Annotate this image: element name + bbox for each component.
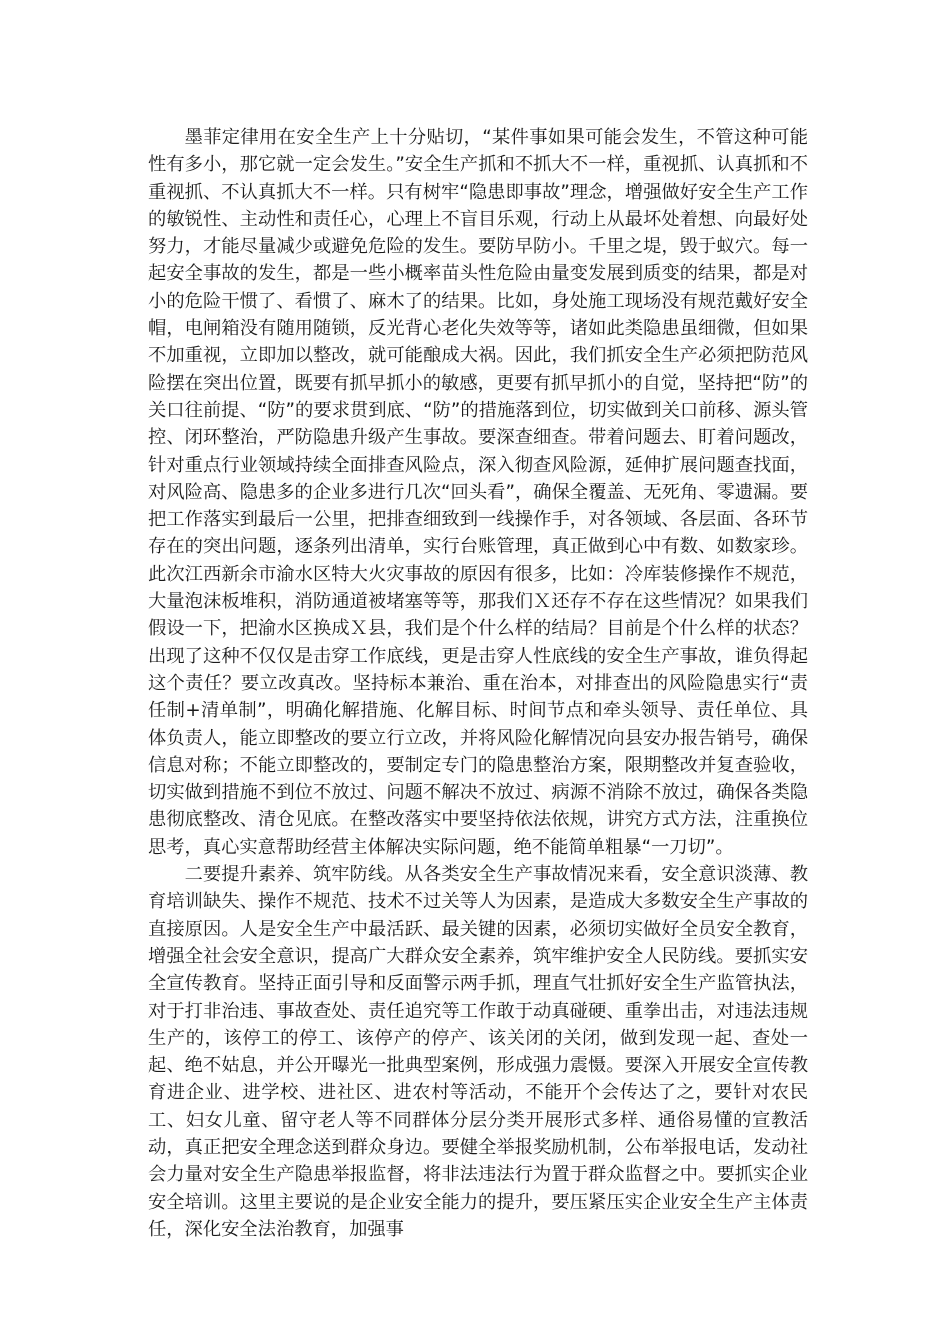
document-page [148,124,808,1243]
paragraph-2: 二要提升素养、筑牢防线。从各类安全生产事故情况来看，安全意识淡薄、教育培训缺失、操作不规范、技术不过关等人为因素，是造成大多数安全生产事故的直接原因。人是安全生产中最活跃、最关键的因素，必须切实做好全员安全教育，增强全社会安全意识，提高广大群众安全素养，筑牢维护安全人民防线。要抓实安全宣传教育。坚持正面引导和反面警示两手抓，理直气壮抓好安全生产监管执法，对于打非治违、事故查处、责任追究等工作敢于动真碰硬、重拳出击，对违法违规生产的，该停工的停工、该停产的停产、该关闭的关闭，做到发现一起、查处一起、绝不姑息，并公开曝光一批典型案例，形成强力震慑。要深入开展安全宣传教育进企业、进学校、进社区、进农村等活动，不能开个会传达了之，要针对农民工、妇女儿童、留守老人等不同群体分层分类开展形式多样、通俗易懂的宣教活动，真正把安全理念送到群众身边。要健全举报奖励机制，公布举报电话，发动社会力量对安全生产隐患举报监督，将非法违法行为置于群众监督之中。要抓实企业安全培训。这里主要说的是企业安全能力的提升，要压紧压实企业安全生产主体责任，深化安全法治教育，加强事 [148,864,808,1240]
paragraph-1: 墨菲定律用在安全生产上十分贴切，“某件事如果可能会发生，不管这种可能性有多小，那它就一定会发生。”安全生产抓和不抓大不一样，重视抓、认真抓和不重视抓、不认真抓大不一样。只有树牢“隐患即事故”理念，增强做好安全生产工作的敏锐性、主动性和责任心，心理上不盲目乐观，行动上从最坏处着想、向最好处努力，才能尽量减少或避免危险的发生。要防早防小。千里之堤，毁于蚁穴。每一起安全事故的发生，都是一些小概率苗头性危险由量变发展到质变的结果，都是对小的危险干惯了、看惯了、麻木了的结果。比如，身处施工现场没有规范戴好安全帽，电闸箱没有随用随锁，反光背心老化失效等等，诸如此类隐患虽细微，但如果不加重视，立即加以整改，就可能酿成大祸。因此，我们抓安全生产必须把防范风险摆在突出位置，既要有抓早抓小的敏感，更要有抓早抓小的自觉，坚持把“防”的关口往前提、“防”的要求贯到底、“防”的措施落到位，切实做到关口前移、源头管控、闭环整治，严防隐患升级产生事故。要深查细查。带着问题去、盯着问题改，针对重点行业领域持续全面排查风险点，深入彻查风险源，延伸扩展问题查找面，对风险高、隐患多的企业多进行几次“回头看”，确保全覆盖、无死角、零遗漏。要把工作落实到最后一公里，把排查细致到一线操作手，对各领域、各层面、各环节存在的突出问题，逐条列出清单，实行台账管理，真正做到心中有数、如数家珍。此次江西新余市渝水区特大火灾事故的原因有很多，比如：冷库装修操作不规范，大量泡沫板堆积，消防通道被堵塞等等，那我们Ｘ还存不存在这些情况？如果我们假设一下，把渝水区换成Ｘ县，我们是个什么样的结局？目前是个什么样的状态？出现了这种不仅仅是击穿工作底线，更是击穿人性底线的安全生产事故，谁负得起这个责任？要立改真改。坚持标本兼治、重在治本，对排查出的风险隐患实行“责任制+清单制”，明确化解措施、化解目标、时间节点和牵头领导、责任单位、具体负责人，能立即整改的要立行立改，并将风险化解情况向县安办报告销号，确保信息对称；不能立即整改的，要制定专门的隐患整治方案，限期整改并复查验收，切实做到措施不到位不放过、问题不解决不放过、病源不消除不放过，确保各类隐患彻底整改、清仓见底。在整改落实中要坚持依法依规，讲究方式方法，注重换位思考，真心实意帮助经营主体解决实际问题，绝不能简单粗暴“一刀切”。 [148,127,808,858]
